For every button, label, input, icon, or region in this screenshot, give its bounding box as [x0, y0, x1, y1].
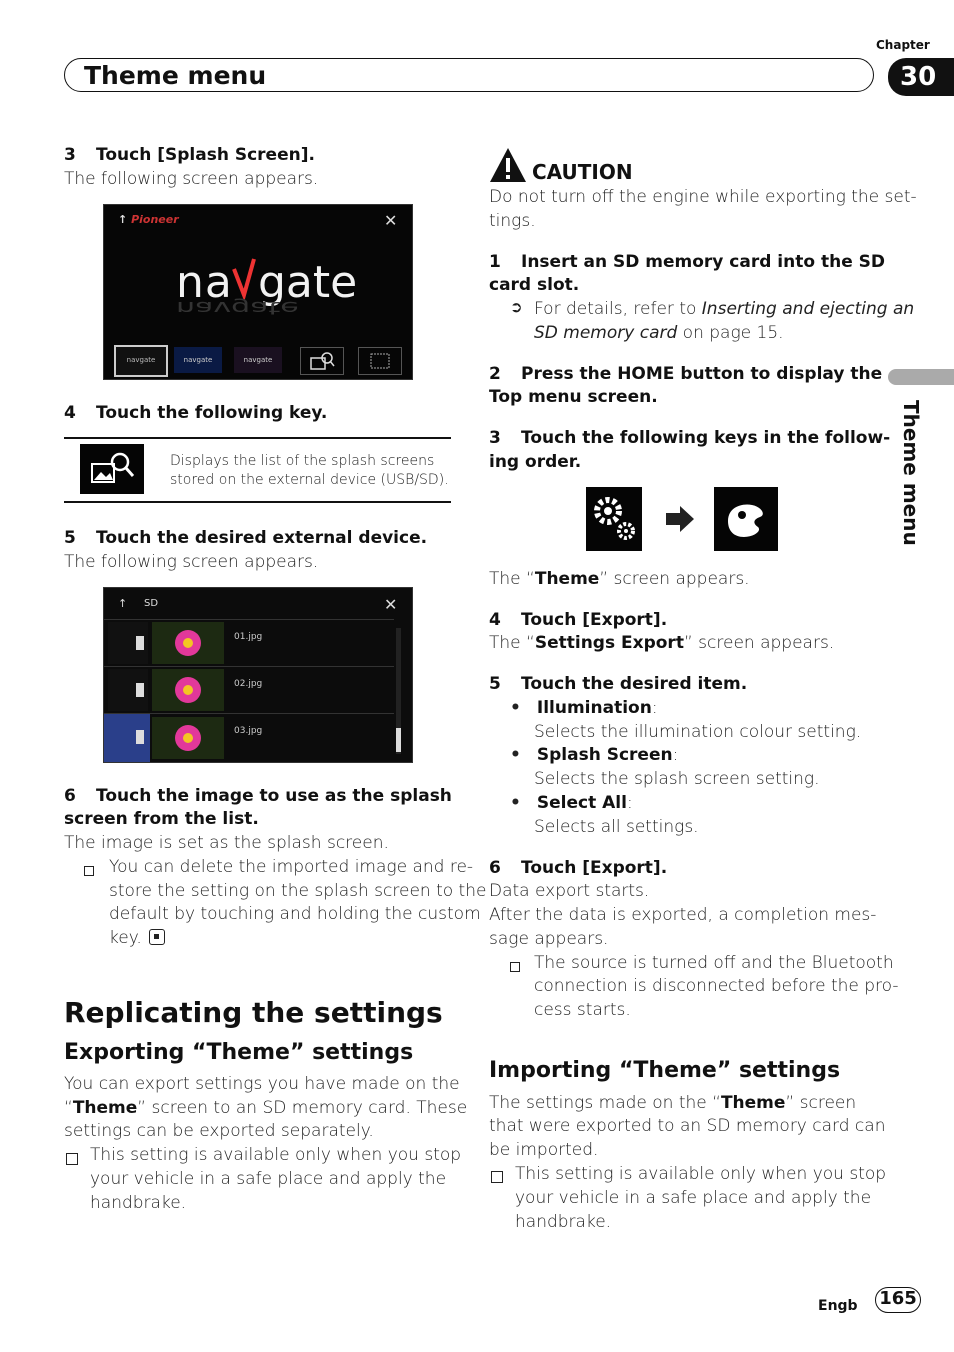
import-title: Importing “Theme” settings — [489, 1058, 841, 1083]
source-label: SD — [144, 598, 159, 609]
import-l2: that were exported to an SD memory card can — [489, 1116, 886, 1136]
table-bottom-rule — [64, 501, 451, 503]
import-l1: The settings made on the “Theme” screen — [489, 1093, 857, 1113]
thumb-2[interactable]: navgate — [174, 347, 222, 373]
export-note-l3: handbrake. — [90, 1193, 187, 1213]
item-select-all-desc: Selects all settings. — [534, 817, 699, 837]
file-icon — [136, 636, 144, 650]
list-item[interactable] — [104, 619, 394, 666]
export-p1-l1: You can export settings you have made on the — [64, 1074, 460, 1094]
import-note-l1: This setting is available only when you stop — [515, 1164, 887, 1184]
r-step-6-l2: After the data is exported, a completion mes- — [489, 905, 877, 925]
item-select-all: • Select All: — [510, 793, 633, 813]
item-illumination: • Illumination: — [510, 698, 658, 718]
step-6-note-l2: store the setting on the splash screen to the — [109, 881, 487, 901]
step-6-line2: screen from the list. — [64, 809, 259, 829]
table-top-rule — [64, 437, 451, 439]
item-splash-desc: Selects the splash screen setting. — [534, 769, 820, 789]
file-icon — [136, 730, 144, 744]
step-6-note-l3: default by touching and holding the custom — [109, 904, 481, 924]
flower-thumbnail — [152, 717, 224, 759]
pioneer-logo: ↑ Pioneer — [118, 213, 179, 226]
step-6-note-l1: You can delete the imported image and re- — [109, 857, 474, 877]
item-splash: • Splash Screen: — [510, 745, 679, 765]
warning-icon — [489, 147, 527, 187]
note-box-icon — [66, 1150, 88, 1169]
r-step-1-ref-l1: For details, refer to Inserting and ejecting an — [534, 299, 915, 319]
svg-text:gate: gate — [258, 257, 358, 308]
note-box-icon — [510, 957, 530, 976]
r-step-3: 3 Touch the following keys in the follow- — [489, 428, 891, 448]
splash-screen-image — [103, 204, 413, 380]
export-p1-l2: “Theme” screen to an SD memory card. These — [64, 1098, 468, 1118]
list-item-selected[interactable] — [104, 713, 394, 762]
export-p1-l3: settings can be exported separately. — [64, 1121, 374, 1141]
chapter-number: 30 — [888, 58, 954, 96]
page-number: 165 — [875, 1287, 921, 1313]
caution-l1: Do not turn off the engine while exporting the set- — [489, 187, 917, 207]
list-item[interactable] — [104, 666, 394, 713]
file-name: 03.jpg — [234, 726, 263, 736]
image-key[interactable] — [358, 347, 402, 375]
navgate-logo — [174, 249, 358, 319]
page-title: Theme menu — [84, 61, 267, 90]
step-3: 3 Touch [Splash Screen]. — [64, 145, 315, 165]
theme-appears: The “Theme” screen appears. — [489, 569, 750, 589]
note-box-icon — [491, 1168, 513, 1187]
step-4: 4 Touch the following key. — [64, 403, 328, 423]
r-step-4-sub: The “Settings Export” screen appears. — [489, 633, 835, 653]
svg-text:na: na — [176, 257, 233, 308]
close-icon[interactable]: ✕ — [384, 211, 398, 230]
settings-icon — [586, 487, 642, 551]
file-name: 02.jpg — [234, 679, 263, 689]
r-step-2: 2 Press the HOME button to display the — [489, 364, 883, 384]
r-step-2-l2: Top menu screen. — [489, 387, 658, 407]
r-step-1-ref-l2: SD memory card on page 15. — [534, 323, 784, 343]
step-6: 6 Touch the image to use as the splash — [64, 786, 452, 806]
step-3-sub: The following screen appears. — [64, 169, 319, 189]
r-step-6-l3: sage appears. — [489, 929, 609, 949]
step-5: 5 Touch the desired external device. — [64, 528, 428, 548]
right-arrow-icon — [664, 504, 696, 538]
caution-l2: tings. — [489, 211, 536, 231]
flower-thumbnail — [152, 669, 224, 711]
step-5-sub: The following screen appears. — [64, 552, 319, 572]
file-icon — [136, 683, 144, 697]
caution-title: CAUTION — [532, 160, 633, 184]
section-title: Replicating the settings — [64, 996, 443, 1029]
export-note-l1: This setting is available only when you stop — [90, 1145, 462, 1165]
thumb-3[interactable]: navgate — [234, 347, 282, 373]
step-6-note-l4: key. — [109, 926, 165, 950]
r-step-6-note-l3: cess starts. — [534, 1000, 631, 1020]
import-note-l3: handbrake. — [515, 1212, 612, 1232]
import-l3: be imported. — [489, 1140, 599, 1160]
export-note-l2: your vehicle in a safe place and apply the — [90, 1169, 447, 1189]
scrollbar[interactable] — [396, 628, 401, 754]
r-step-6: 6 Touch [Export]. — [489, 858, 668, 878]
file-name: 01.jpg — [234, 632, 263, 642]
import-note-l2: your vehicle in a safe place and apply the — [515, 1188, 872, 1208]
splash-search-key-icon — [80, 444, 144, 494]
r-step-6-l1: Data export starts. — [489, 881, 650, 901]
close-icon[interactable]: ✕ — [384, 595, 398, 614]
side-label: Theme menu — [899, 400, 923, 546]
export-title: Exporting “Theme” settings — [64, 1040, 414, 1065]
r-step-1: 1 Insert an SD memory card into the SD — [489, 252, 885, 272]
file-list-image — [103, 587, 413, 763]
r-step-1-l2: card slot. — [489, 275, 580, 295]
end-mark-icon — [149, 929, 165, 945]
r-step-3-l2: ing order. — [489, 452, 582, 472]
svg-text:navgate: navgate — [176, 297, 299, 319]
language-label: Engb — [818, 1298, 858, 1314]
theme-palette-icon — [714, 487, 778, 551]
back-icon[interactable]: ↑ — [118, 597, 128, 610]
item-illumination-desc: Selects the illumination colour setting. — [534, 722, 862, 742]
step-6-sub: The image is set as the splash screen. — [64, 833, 389, 853]
key-description: Displays the list of the splash screens stored on the external device (USB/SD). — [170, 453, 449, 488]
flower-thumbnail — [152, 622, 224, 664]
r-step-6-note-l2: connection is disconnected before the pro- — [534, 976, 899, 996]
note-box-icon — [84, 861, 104, 880]
r-step-4: 4 Touch [Export]. — [489, 610, 668, 630]
scrollbar-thumb[interactable] — [396, 728, 401, 752]
arrow-icon: ➲ — [510, 298, 523, 316]
r-step-6-note-l1: The source is turned off and the Bluetooth — [534, 953, 894, 973]
thumb-1[interactable]: navgate — [114, 345, 168, 377]
search-image-key[interactable] — [300, 347, 344, 375]
r-step-5: 5 Touch the desired item. — [489, 674, 748, 694]
side-tab — [888, 369, 954, 385]
chapter-label: Chapter — [876, 38, 930, 52]
